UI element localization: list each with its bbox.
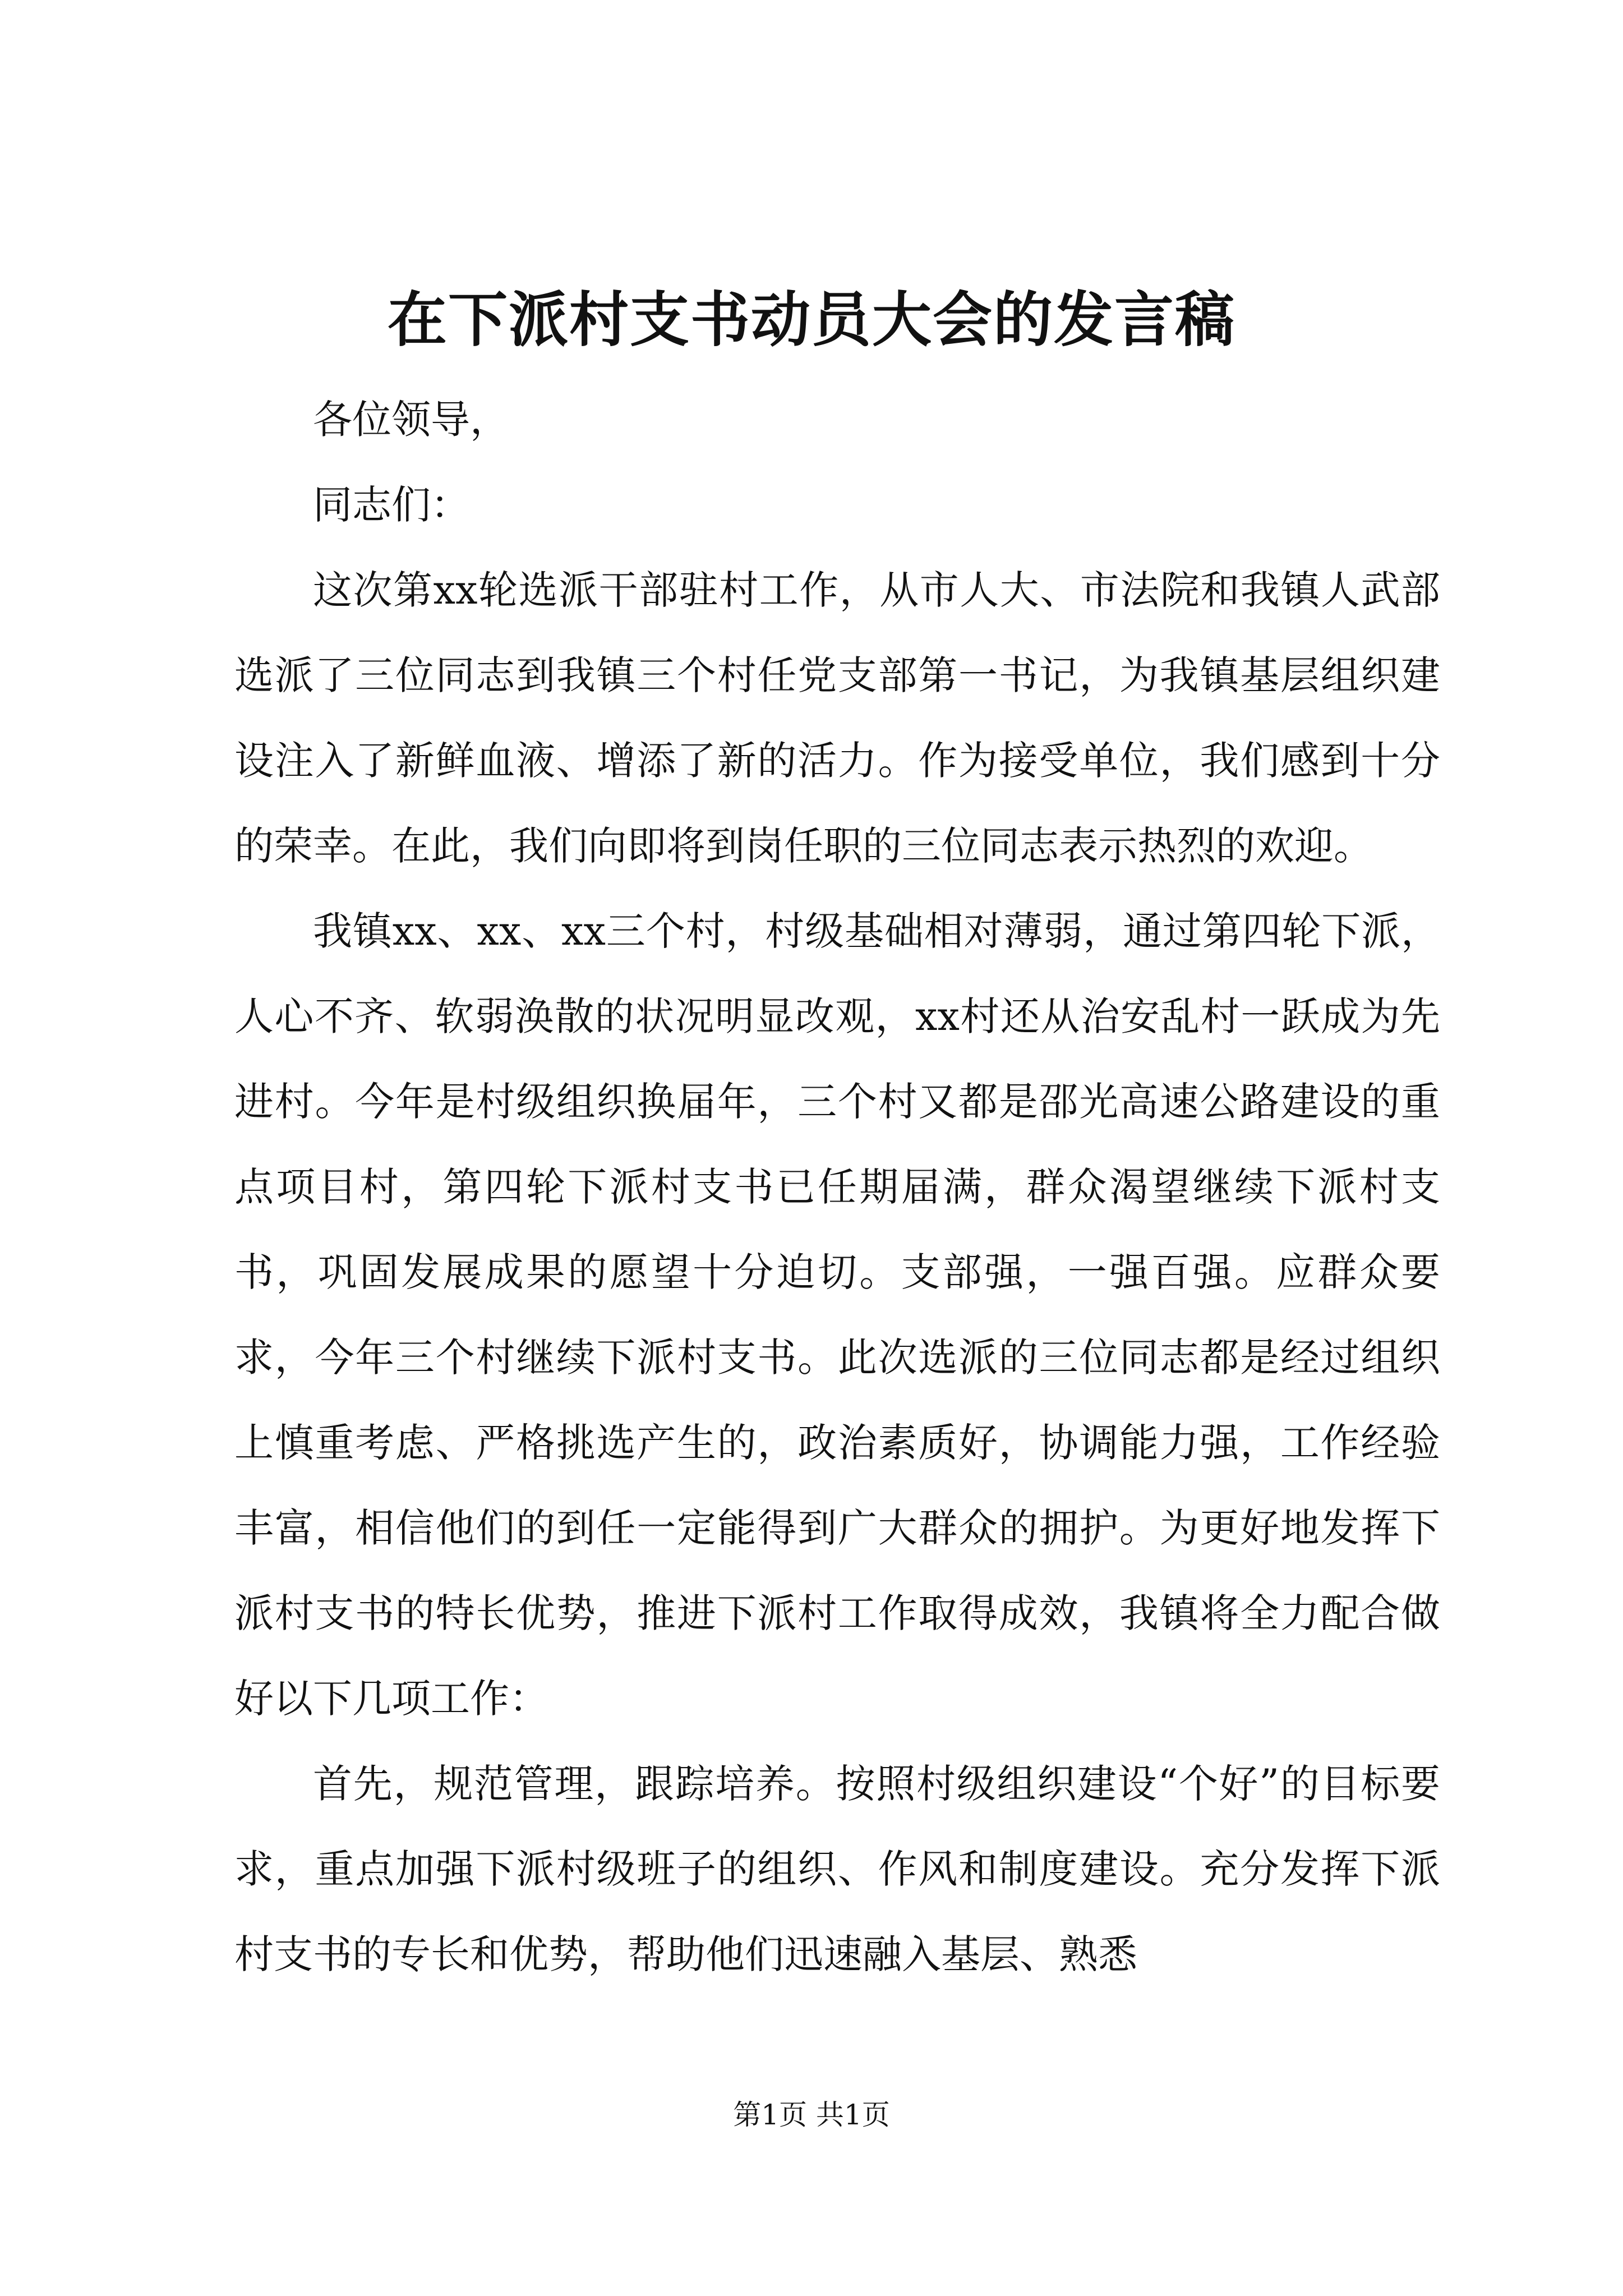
document-body xyxy=(234,377,1440,1997)
page-footer: 第1页 共1页 xyxy=(733,2099,890,2131)
paragraph-salutation-1: 各位领导， xyxy=(313,397,509,443)
paragraph-villages: 我镇xx、xx、xx三个村，村级基础相对薄弱，通过第四轮下派，人心不齐、软弱涣散的状况明显改观，xx村还从治安乱村一跃成为先进村。今年是村级组织换届年，三个村又都是邵光高速公路建设的重点项目村，第四轮下派村支书已任期届满，群众渴望继续下派村支书，巩固发展成果的愿望十分迫切。支部强，一强百强。应群众要求，今年三个村继续下派村支书。此次选派的三位同志都是经过组织上慎重考虑、严格挑选产生的，政治素质好，协调能力强，工作经验丰富，相信他们的到任一定能得到广大群众的拥护。为更好地发挥下派村支书的特长优势，推进下派村工作取得成效，我镇将全力配合做好以下几项工作： xyxy=(234,908,1440,1722)
document-title: 在下派村支书动员大会的发言稿 xyxy=(388,284,1235,355)
paragraph-intro: 这次第xx轮选派干部驻村工作，从市人大、市法院和我镇人武部选派了三位同志到我镇三个村任党支部第一书记，为我镇基层组织建设注入了新鲜血液、增添了新的活力。作为接受单位，我们感到十分的荣幸。在此，我们向即将到岗任职的三位同志表示热烈的欢迎。 xyxy=(234,567,1440,869)
paragraph-first-task: 首先，规范管理，跟踪培养。按照村级组织建设“个好”的目标要求，重点加强下派村级班子的组织、作风和制度建设。充分发挥下派村支书的专长和优势，帮助他们迅速融入基层、熟悉 xyxy=(234,1761,1440,1977)
paragraph-salutation-2: 同志们： xyxy=(313,482,470,528)
